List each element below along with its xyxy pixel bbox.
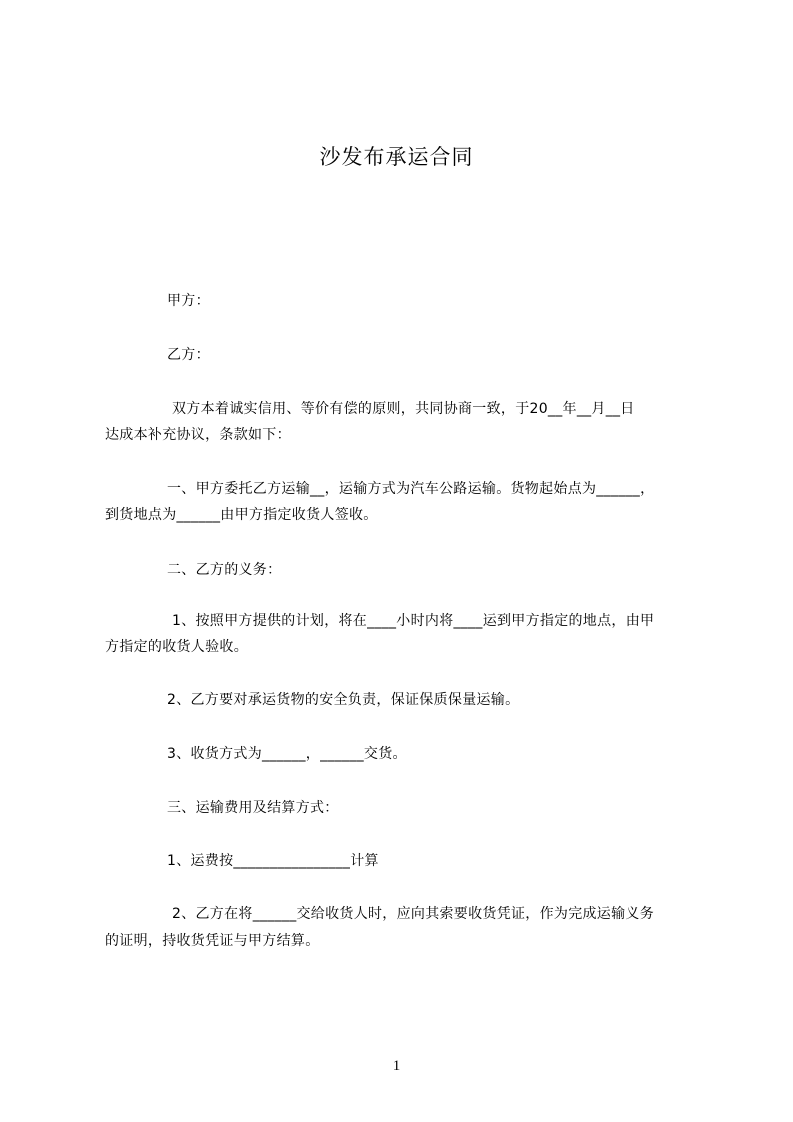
clause-2-item-1-line-2: 方指定的收货人验收。 <box>105 639 248 655</box>
clause-2-item-1-line-1: 1、按照甲方提供的计划，将在____小时内将____运到甲方指定的地点，由甲 <box>172 613 655 629</box>
clause-1-line-2: 到货地点为______由甲方指定收货人签收。 <box>105 507 378 523</box>
intro-paragraph-line-2: 达成本补充协议，条款如下： <box>105 427 291 443</box>
clause-2-item-3: 3、收货方式为______，______交货。 <box>167 746 407 762</box>
page-number: 1 <box>392 1058 401 1074</box>
party-a-label: 甲方： <box>167 293 210 309</box>
party-b-label: 乙方： <box>167 347 210 363</box>
clause-3-item-2-line-1: 2、乙方在将______交给收货人时，应向其索要收货凭证，作为完成运输义务 <box>172 906 655 922</box>
clause-2-heading: 二、乙方的义务： <box>167 562 282 578</box>
clause-1-line-1: 一、甲方委托乙方运输__，运输方式为汽车公路运输。货物起始点为______， <box>167 481 655 497</box>
clause-3-item-1: 1、运费按________________计算 <box>167 853 379 869</box>
clause-2-item-2: 2、乙方要对承运货物的安全负责，保证保质保量运输。 <box>167 692 520 708</box>
intro-paragraph-line-1: 双方本着诚实信用、等价有偿的原则，共同协商一致，于20__年__月__日 <box>172 401 635 417</box>
clause-3-heading: 三、运输费用及结算方式： <box>167 800 339 816</box>
document-title: 沙发布承运合同 <box>319 145 474 169</box>
clause-3-item-2-line-2: 的证明，持收货凭证与甲方结算。 <box>105 933 320 949</box>
